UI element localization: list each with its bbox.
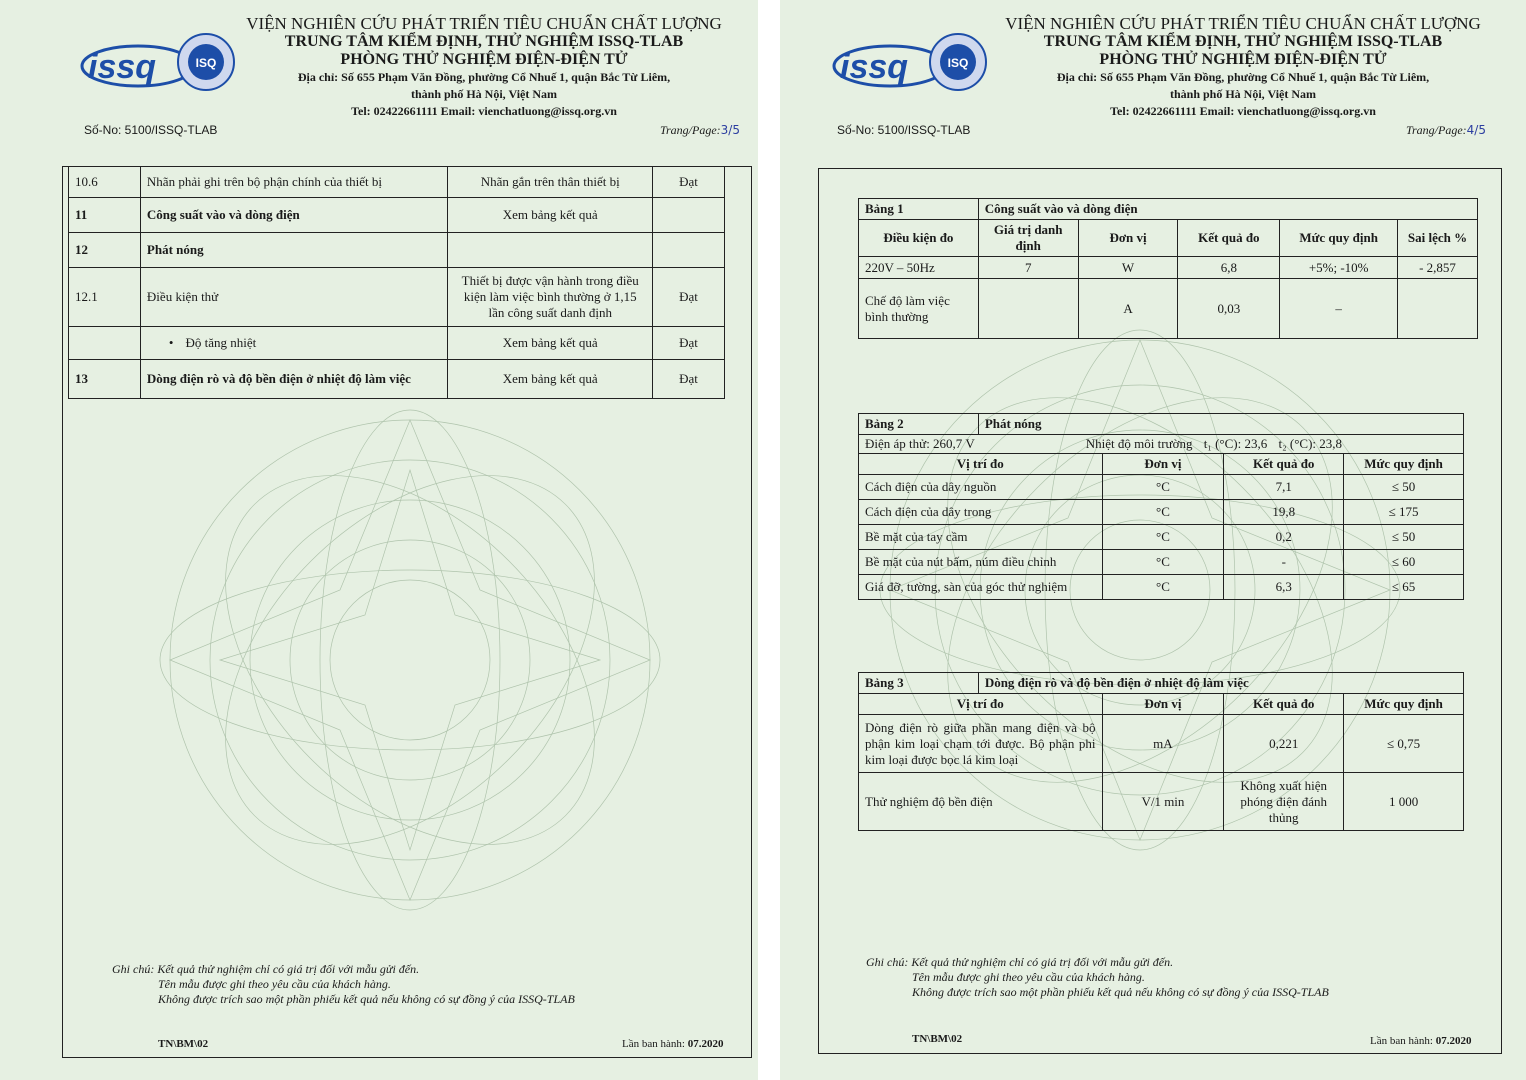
institute-name: VIỆN NGHIÊN CỨU PHÁT TRIỂN TIÊU CHUẨN CHẤT LƯỢNG [246, 14, 722, 33]
table-caption-row: Bảng 2 Phát nóng [859, 414, 1464, 435]
table-header-row: Vị trí đo Đơn vị Kết quả đo Mức quy định [859, 454, 1464, 475]
table-header-row: Điều kiện đo Giá trị danh định Đơn vị Kết quả đo Mức quy định Sai lệch % [859, 220, 1478, 257]
table-row: 12 Phát nóng [69, 233, 725, 268]
report-page-3 [0, 0, 758, 1080]
table-3-leakage-strength [858, 672, 1464, 831]
issq-logo-icon [832, 22, 988, 102]
svg-text:ISQ: ISQ [947, 56, 969, 70]
table-2-heating [858, 413, 1464, 600]
table-row: 13 Dòng điện rò và độ bền điện ở nhiệt độ làm việc Xem bảng kết quả Đạt [69, 360, 725, 399]
address-line: Địa chỉ: Số 655 Phạm Văn Đồng, phường Cổ Nhuế 1, quận Bắc Từ Liêm, [1056, 70, 1430, 84]
issue-date: Lần ban hành: 07.2020 [1370, 1035, 1472, 1047]
table-row: 220V – 50Hz 7 W 6,8 +5%; -10% - 2,857 [859, 257, 1478, 279]
address-line: Địa chỉ: Số 655 Phạm Văn Đồng, phường Cổ Nhuế 1, quận Bắc Từ Liêm, [297, 70, 671, 84]
svg-text:issq: issq [840, 48, 909, 86]
table-row: Thử nghiệm độ bền điện V/1 min Không xuất hiện phóng điện đánh thủng 1 000 [859, 773, 1464, 831]
page-number: Trang/Page:4/5 [1406, 123, 1486, 137]
bullet-icon: • [168, 335, 174, 350]
table-caption-row: Bảng 3 Dòng điện rò và độ bền điện ở nhiệt độ làm việc [859, 673, 1464, 694]
disclaimer-note: Ghi chú: Kết quả thử nghiệm chỉ có giá trị đối với mẫu gửi đến. Tên mẫu được ghi theo yêu cầu của khách hàng. Không được trích sao một phần phiếu kết quả nếu không có sự đồng ý của ISSQ-TLAB [866, 955, 1329, 999]
lab-name: PHÒNG THỬ NGHIỆM ĐIỆN-ĐIỆN TỬ [1099, 51, 1387, 68]
lab-name: PHÒNG THỬ NGHIỆM ĐIỆN-ĐIỆN TỬ [340, 51, 628, 68]
document-number: Số-No: 5100/ISSQ-TLAB [84, 123, 218, 137]
center-name: TRUNG TÂM KIỂM ĐỊNH, THỬ NGHIỆM ISSQ-TLAB [284, 33, 684, 50]
table-caption-row: Bảng 1 Công suất vào và dòng điện [859, 199, 1478, 220]
inspection-items-table [68, 166, 725, 399]
test-conditions-row: Điện áp thử: 260,7 V Nhiệt độ môi trường t₁ (°C): 23,6 t₂ (°C): 23,8 [859, 435, 1464, 454]
table-row: Dòng điện rò giữa phần mang điện và bộ phận kim loại chạm tới được. Bộ phận phi kim loại được bọc lá kim loại mA 0,221 ≤ 0,75 [859, 715, 1464, 773]
table-row: Bề mặt của nút bấm, núm điều chỉnh °C - ≤ 60 [859, 550, 1464, 575]
institute-header [230, 14, 738, 120]
issq-logo-icon [80, 22, 236, 102]
table-row: 11 Công suất vào và dòng điện Xem bảng kết quả [69, 198, 725, 233]
table-row: Giá đỡ, tường, sàn của góc thử nghiệm °C 6,3 ≤ 65 [859, 575, 1464, 600]
institute-name: VIỆN NGHIÊN CỨU PHÁT TRIỂN TIÊU CHUẨN CHẤT LƯỢNG [1005, 14, 1481, 33]
contact-line: Tel: 02422661111 Email: vienchatluong@issq.org.vn [351, 104, 617, 118]
table-1-power-current [858, 198, 1478, 339]
table-row: Cách điện của dây trong °C 19,8 ≤ 175 [859, 500, 1464, 525]
disclaimer-note: Ghi chú: Kết quả thử nghiệm chỉ có giá trị đối với mẫu gửi đến. Tên mẫu được ghi theo yêu cầu của khách hàng. Không được trích sao một phần phiếu kết quả nếu không có sự đồng ý của ISSQ-TLAB [112, 962, 575, 1006]
issue-date: Lần ban hành: 07.2020 [622, 1038, 724, 1050]
table-row: Cách điện của dây nguồn °C 7,1 ≤ 50 [859, 475, 1464, 500]
city-line: thành phố Hà Nội, Việt Nam [1169, 87, 1317, 101]
table-row: • Độ tăng nhiệt Xem bảng kết quả Đạt [69, 327, 725, 360]
table-row: Chế độ làm việc bình thường A 0,03 – [859, 279, 1478, 339]
center-name: TRUNG TÂM KIỂM ĐỊNH, THỬ NGHIỆM ISSQ-TLAB [1043, 33, 1443, 50]
table-row: 12.1 Điều kiện thử Thiết bị được vận hành trong điều kiện làm việc bình thường ở 1,15 lần công suất danh định Đạt [69, 268, 725, 327]
institute-header [980, 14, 1506, 120]
city-line: thành phố Hà Nội, Việt Nam [410, 87, 558, 101]
form-code: TN\BM\02 [158, 1038, 209, 1050]
svg-text:ISQ: ISQ [195, 56, 217, 70]
svg-text:issq: issq [88, 48, 157, 86]
contact-line: Tel: 02422661111 Email: vienchatluong@issq.org.vn [1110, 104, 1376, 118]
table-row: Bề mặt của tay cầm °C 0,2 ≤ 50 [859, 525, 1464, 550]
table-header-row: Vị trí đo Đơn vị Kết quả đo Mức quy định [859, 694, 1464, 715]
report-page-4 [780, 0, 1526, 1080]
form-code: TN\BM\02 [912, 1033, 963, 1045]
table-row: 10.6 Nhãn phải ghi trên bộ phận chính của thiết bị Nhãn gắn trên thân thiết bị Đạt [69, 167, 725, 198]
page-number: Trang/Page:3/5 [660, 123, 740, 137]
document-number: Số-No: 5100/ISSQ-TLAB [837, 123, 971, 137]
